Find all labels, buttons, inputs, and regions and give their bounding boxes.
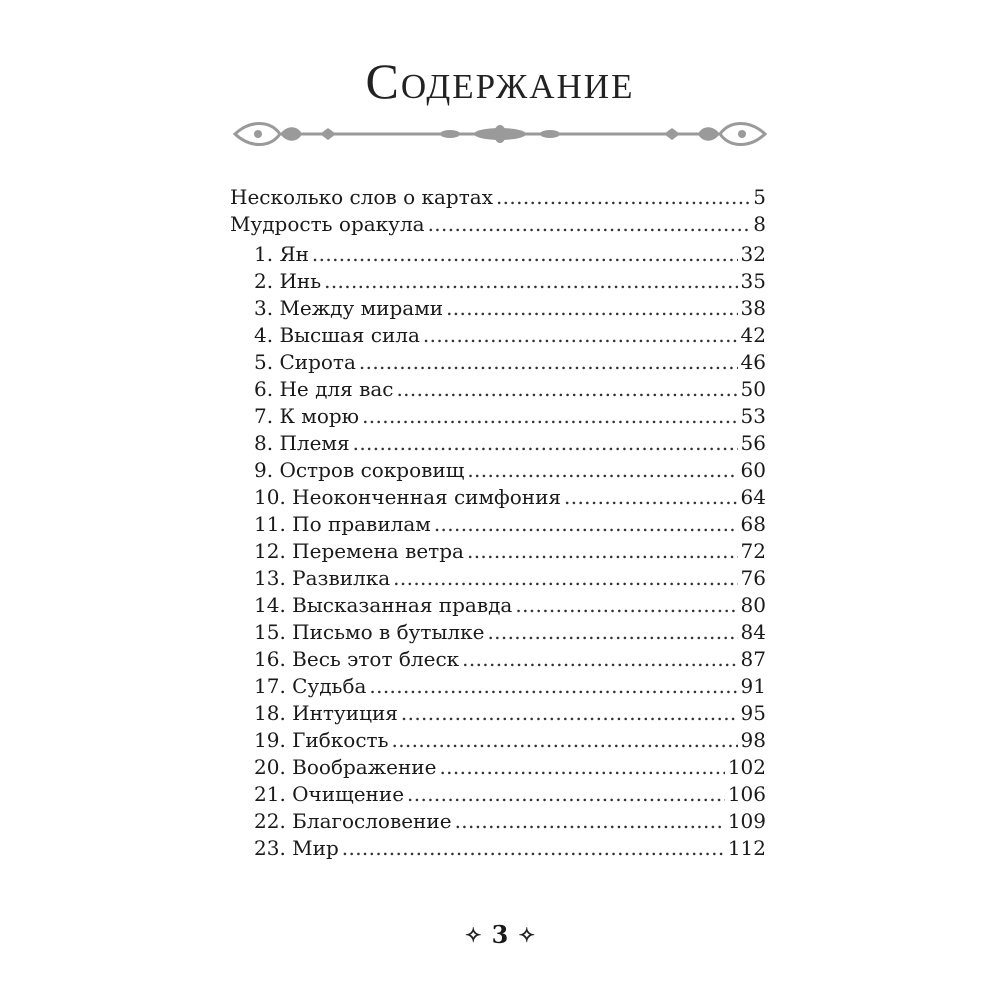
toc-entry-page: 60 (740, 458, 766, 482)
toc-entry-title: 21. Очищение (254, 782, 405, 806)
toc-entry[interactable] (230, 295, 766, 322)
toc-entry[interactable] (230, 781, 766, 808)
toc-entry-page: 98 (740, 728, 766, 752)
page-title: Содержание (365, 53, 635, 109)
toc-entry[interactable] (230, 754, 766, 781)
toc-entry-page: 80 (740, 593, 766, 617)
toc-entry-title: 4. Высшая сила (254, 323, 420, 347)
toc-entry[interactable] (230, 808, 766, 835)
toc-entry-page: 72 (740, 539, 766, 563)
toc-entry[interactable] (230, 403, 766, 430)
decorative-divider (230, 112, 770, 156)
dot-leader (342, 835, 725, 862)
toc-entry-title: 16. Весь этот блеск (254, 647, 460, 671)
toc-entry-title: 9. Остров сокровищ (254, 458, 465, 482)
table-of-contents (230, 184, 766, 862)
toc-entry-page: 68 (740, 512, 766, 536)
dot-leader (401, 700, 738, 727)
toc-entry-page: 56 (740, 431, 766, 455)
toc-entry-page: 38 (740, 296, 766, 320)
toc-entry-page: 109 (727, 809, 766, 833)
toc-entry[interactable] (230, 565, 766, 592)
toc-entry-title: Мудрость оракула (230, 212, 425, 236)
toc-entry-page: 32 (740, 242, 766, 266)
toc-entry-title: 6. Не для вас (254, 377, 394, 401)
toc-entry-title: 14. Высказанная правда (254, 593, 513, 617)
dot-leader (462, 646, 737, 673)
toc-entry[interactable] (230, 376, 766, 403)
star-icon: ✧ (518, 922, 536, 947)
dot-leader (362, 403, 737, 430)
toc-entry[interactable] (230, 511, 766, 538)
toc-entry-title: 18. Интуиция (254, 701, 398, 725)
toc-entry-title: 12. Перемена ветра (254, 539, 464, 563)
dot-leader (487, 619, 737, 646)
toc-entry-title: 3. Между мирами (254, 296, 444, 320)
toc-cards-section (230, 241, 766, 862)
toc-entry-title: Несколько слов о картах (230, 185, 493, 209)
toc-entry-title: 15. Письмо в бутылке (254, 620, 485, 644)
toc-entry-title: 20. Воображение (254, 755, 437, 779)
toc-entry-title: 7. К морю (254, 404, 360, 428)
toc-entry[interactable] (230, 835, 766, 862)
toc-entry[interactable] (230, 619, 766, 646)
toc-entry-title: 11. По правилам (254, 512, 431, 536)
toc-entry[interactable] (230, 430, 766, 457)
toc-entry[interactable] (230, 700, 766, 727)
dot-leader (312, 241, 738, 268)
toc-entry[interactable] (230, 211, 766, 238)
toc-entry-title: 13. Развилка (254, 566, 391, 590)
toc-entry-title: 2. Инь (254, 269, 322, 293)
dot-leader (515, 592, 737, 619)
toc-entry-title: 8. Племя (254, 431, 350, 455)
toc-entry-page: 35 (740, 269, 766, 293)
toc-entry[interactable] (230, 349, 766, 376)
toc-entry[interactable] (230, 646, 766, 673)
dot-leader (393, 565, 737, 592)
dot-leader (396, 376, 737, 403)
toc-entry-page: 84 (740, 620, 766, 644)
dot-leader (423, 322, 738, 349)
dot-leader (455, 808, 725, 835)
dot-leader (391, 727, 737, 754)
toc-entry-page: 8 (753, 212, 766, 236)
toc-entry[interactable] (230, 727, 766, 754)
dot-leader (324, 268, 737, 295)
toc-entry[interactable] (230, 322, 766, 349)
star-icon: ✧ (464, 922, 482, 947)
toc-entry-page: 5 (753, 185, 766, 209)
toc-entry-page: 46 (740, 350, 766, 374)
toc-entry-page: 112 (727, 836, 766, 860)
page-number: 3 (491, 920, 509, 949)
toc-entry-title: 19. Гибкость (254, 728, 389, 752)
dot-leader (446, 295, 737, 322)
dot-leader (369, 673, 737, 700)
toc-entry-page: 50 (740, 377, 766, 401)
toc-entry[interactable] (230, 592, 766, 619)
toc-entry[interactable] (230, 184, 766, 211)
page-footer (0, 920, 1000, 949)
dot-leader (428, 211, 751, 238)
toc-entry-page: 91 (740, 674, 766, 698)
toc-entry-page: 64 (740, 485, 766, 509)
dot-leader (467, 457, 737, 484)
dot-leader (496, 184, 750, 211)
toc-entry-page: 102 (727, 755, 766, 779)
dot-leader (434, 511, 738, 538)
toc-entry[interactable] (230, 457, 766, 484)
toc-entry-title: 5. Сирота (254, 350, 356, 374)
toc-entry-page: 95 (740, 701, 766, 725)
toc-entry[interactable] (230, 268, 766, 295)
toc-entry[interactable] (230, 673, 766, 700)
toc-entry-page: 42 (740, 323, 766, 347)
toc-entry[interactable] (230, 538, 766, 565)
toc-entry-page: 76 (740, 566, 766, 590)
dot-leader (407, 781, 725, 808)
toc-entry[interactable] (230, 484, 766, 511)
toc-entry-title: 1. Ян (254, 242, 309, 266)
toc-top-section (230, 184, 766, 238)
toc-entry-page: 53 (740, 404, 766, 428)
toc-entry-title: 23. Мир (254, 836, 339, 860)
dot-leader (439, 754, 724, 781)
dot-leader (467, 538, 738, 565)
toc-entry-title: 10. Неоконченная симфония (254, 485, 562, 509)
toc-entry-title: 22. Благословение (254, 809, 452, 833)
dot-leader (353, 430, 738, 457)
toc-entry-page: 106 (727, 782, 766, 806)
toc-entry[interactable] (230, 241, 766, 268)
dot-leader (564, 484, 738, 511)
dot-leader (359, 349, 738, 376)
toc-entry-page: 87 (740, 647, 766, 671)
toc-entry-title: 17. Судьба (254, 674, 367, 698)
